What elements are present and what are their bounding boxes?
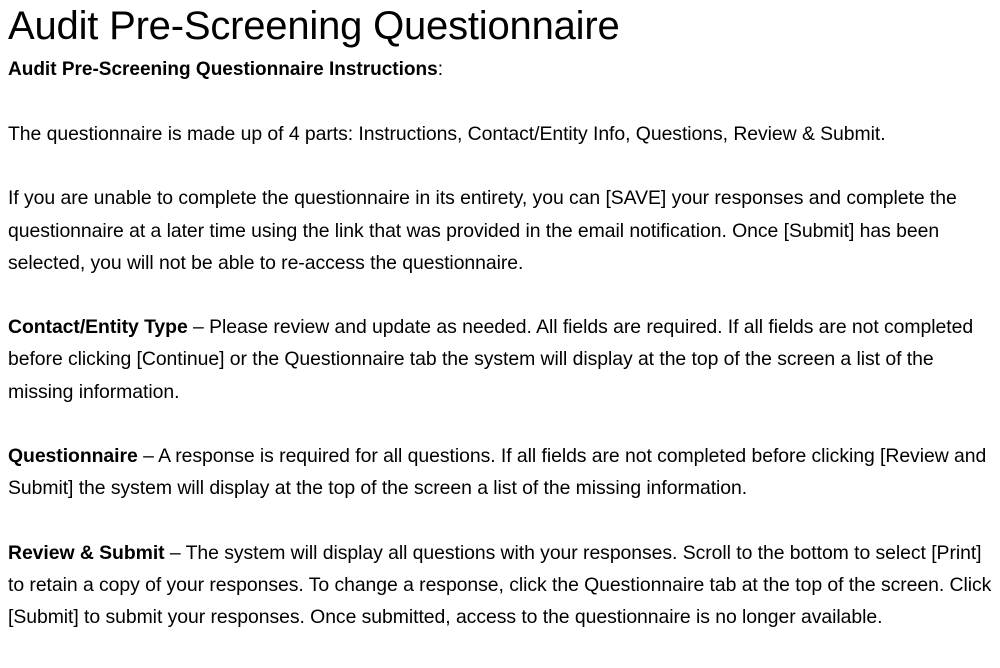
instructions-heading-colon: : [437, 59, 443, 80]
section-label-review-submit: Review & Submit [8, 541, 165, 564]
instructions-heading [8, 54, 1000, 86]
section-label-questionnaire: Questionnaire [8, 445, 138, 468]
save-note-paragraph: If you are unable to complete the questionnaire in its entirety, you can [SAVE] your responses and complete the questionnaire at a later time using the link that was provided in the email notification. Once [Submit] has been selected, you will not be able to re-access the questionnaire. [8, 187, 957, 274]
section-label-contact-entity: Contact/Entity Type [8, 316, 188, 339]
section-text-contact-entity: – Please review and update as needed. All fields are required. If all fields are not completed before clicking [Continue] or the Questionnaire tab the system will display at the top of the screen a list of the missing information. [8, 316, 974, 403]
instructions-heading-text: Audit Pre-Screening Questionnaire Instructions [8, 59, 438, 80]
section-questionnaire [8, 440, 1000, 505]
section-text-review-submit: – The system will display all questions with your responses. Scroll to the bottom to select [Print] to retain a copy of your responses. To change a response, click the Questionnaire tab at the top of the screen. Click [Submit] to submit your responses. Once submitted, access to the questionnaire is no longer available. [8, 541, 992, 629]
overview-paragraph: The questionnaire is made up of 4 parts: Instructions, Contact/Entity Info, Questions, Review & Submit. [8, 123, 886, 145]
page-title: Audit Pre-Screening Questionnaire [8, 4, 620, 48]
section-review-submit [8, 537, 1000, 634]
section-contact-entity [8, 311, 1000, 408]
section-text-questionnaire: – A response is required for all questions. If all fields are not completed before clicking [Review and Submit] the system will display at the top of the screen a list of the missing information. [8, 445, 987, 500]
